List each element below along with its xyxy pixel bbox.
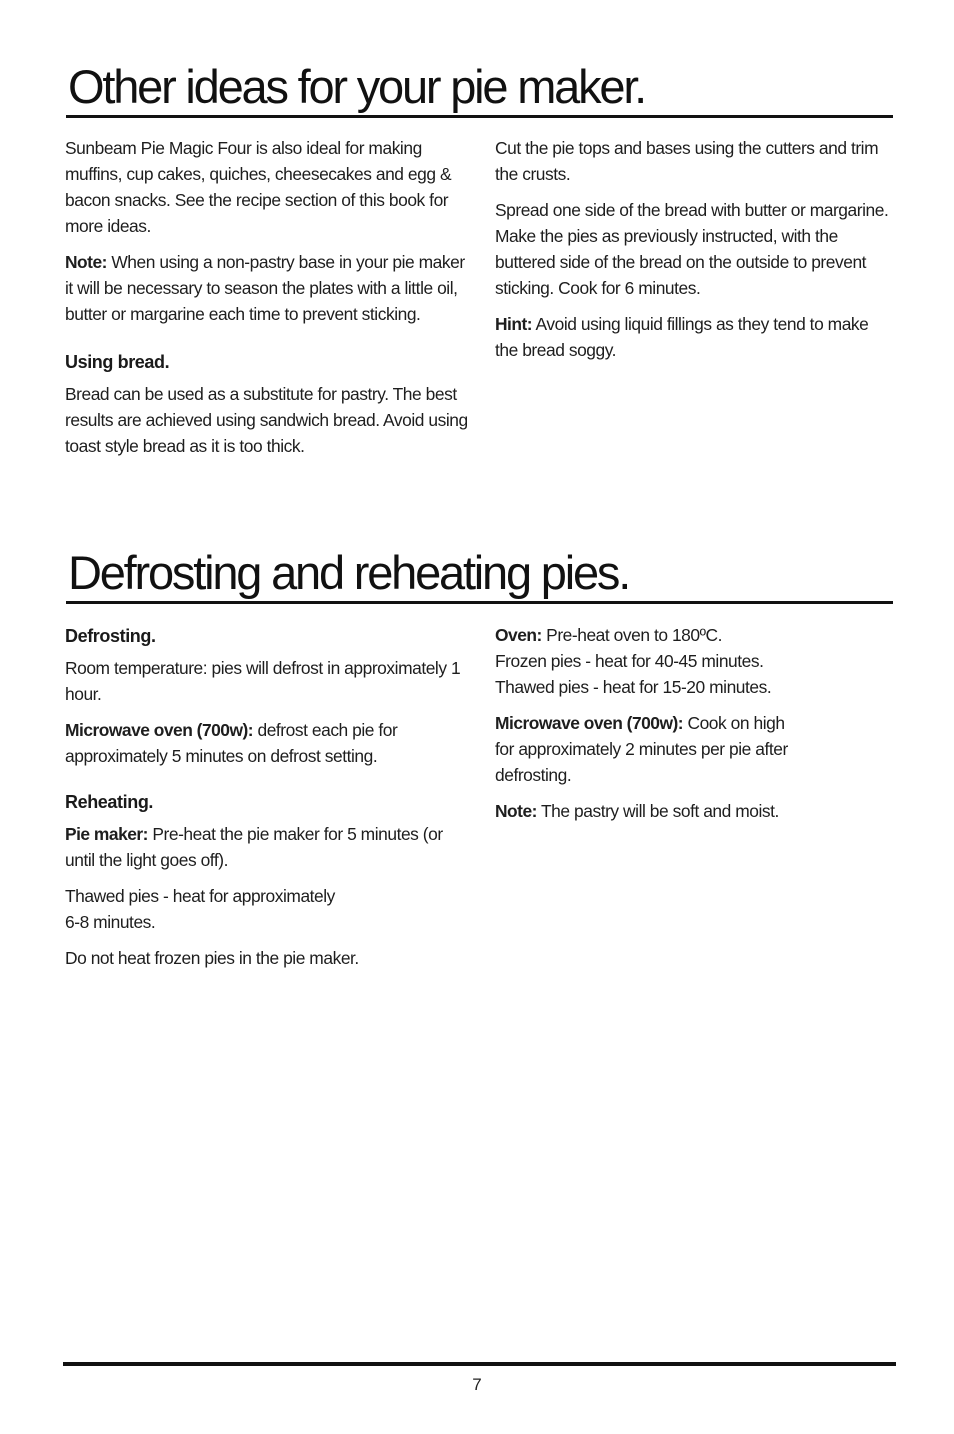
pie-maker-text: Pre-heat the pie maker for 5 minutes (or until the light goes off). <box>65 824 443 870</box>
microwave-text: defrost each pie for approximately 5 minutes on defrost setting. <box>65 720 398 766</box>
page-number: 7 <box>472 1375 482 1394</box>
section-title-other-ideas: Other ideas for your pie maker. <box>68 60 646 113</box>
hint-label: Hint: <box>495 314 533 334</box>
microwave-reheat-line-2: for approximately 2 minutes per pie after defrosting. <box>495 739 788 785</box>
pastry-note-paragraph <box>495 798 895 824</box>
microwave-reheat-line-1 <box>495 710 895 736</box>
other-ideas-right-column <box>495 135 895 373</box>
pie-maker-label: Pie maker: <box>65 824 148 844</box>
spread-paragraph: Spread one side of the bread with butter or margarine. Make the pies as previously instructed, with the buttered side of the bread on the outside to prevent sticking. Cook for 6 minutes. <box>495 200 889 298</box>
section-title-defrosting: Defrosting and reheating pies. <box>68 546 630 599</box>
microwave-reheat-label: Microwave oven (700w): <box>495 713 684 733</box>
reheating-heading: Reheating. <box>65 792 154 812</box>
microwave-label: Microwave oven (700w): <box>65 720 254 740</box>
cut-paragraph: Cut the pie tops and bases using the cutters and trim the crusts. <box>495 138 879 184</box>
oven-frozen-line: Frozen pies - heat for 40-45 minutes. <box>495 651 764 671</box>
note-label: Note: <box>65 252 107 272</box>
section-divider <box>66 115 893 118</box>
note-paragraph <box>65 249 475 327</box>
oven-thawed-line: Thawed pies - heat for 15-20 minutes. <box>495 677 772 697</box>
hint-text: Avoid using liquid fillings as they tend to make the bread soggy. <box>495 314 869 360</box>
thawed-line-2: 6-8 minutes. <box>65 912 156 932</box>
room-temperature-paragraph: Room temperature: pies will defrost in approximately 1 hour. <box>65 658 461 704</box>
oven-line <box>495 622 895 648</box>
frozen-warning: Do not heat frozen pies in the pie maker. <box>65 948 359 968</box>
footer-rule <box>63 1362 896 1366</box>
pie-maker-paragraph <box>65 821 475 873</box>
defrosting-right-column <box>495 622 895 834</box>
section-divider <box>66 601 893 604</box>
defrosting-heading: Defrosting. <box>65 626 156 646</box>
pastry-note-label: Note: <box>495 801 537 821</box>
oven-label: Oven: <box>495 625 542 645</box>
microwave-reheat-text: Cook on high <box>683 713 785 733</box>
microwave-defrost-paragraph <box>65 717 475 769</box>
bread-paragraph: Bread can be used as a substitute for pastry. The best results are achieved using sandwich bread. Avoid using toast style bread as it is too thick. <box>65 384 468 456</box>
oven-text: Pre-heat oven to 180ºC. <box>541 625 722 645</box>
thawed-line-1: Thawed pies - heat for approximately <box>65 886 335 906</box>
pastry-note-text: The pastry will be soft and moist. <box>536 801 779 821</box>
hint-paragraph <box>495 311 895 363</box>
defrosting-left-column <box>65 623 475 981</box>
other-ideas-left-column <box>65 135 475 469</box>
using-bread-heading: Using bread. <box>65 352 170 372</box>
note-text: When using a non-pastry base in your pie maker it will be necessary to season the plates with a little oil, butter or margarine each time to prevent sticking. <box>65 252 465 324</box>
intro-paragraph: Sunbeam Pie Magic Four is also ideal for making muffins, cup cakes, quiches, cheesecakes and egg & bacon snacks. See the recipe section of this book for more ideas. <box>65 138 452 236</box>
